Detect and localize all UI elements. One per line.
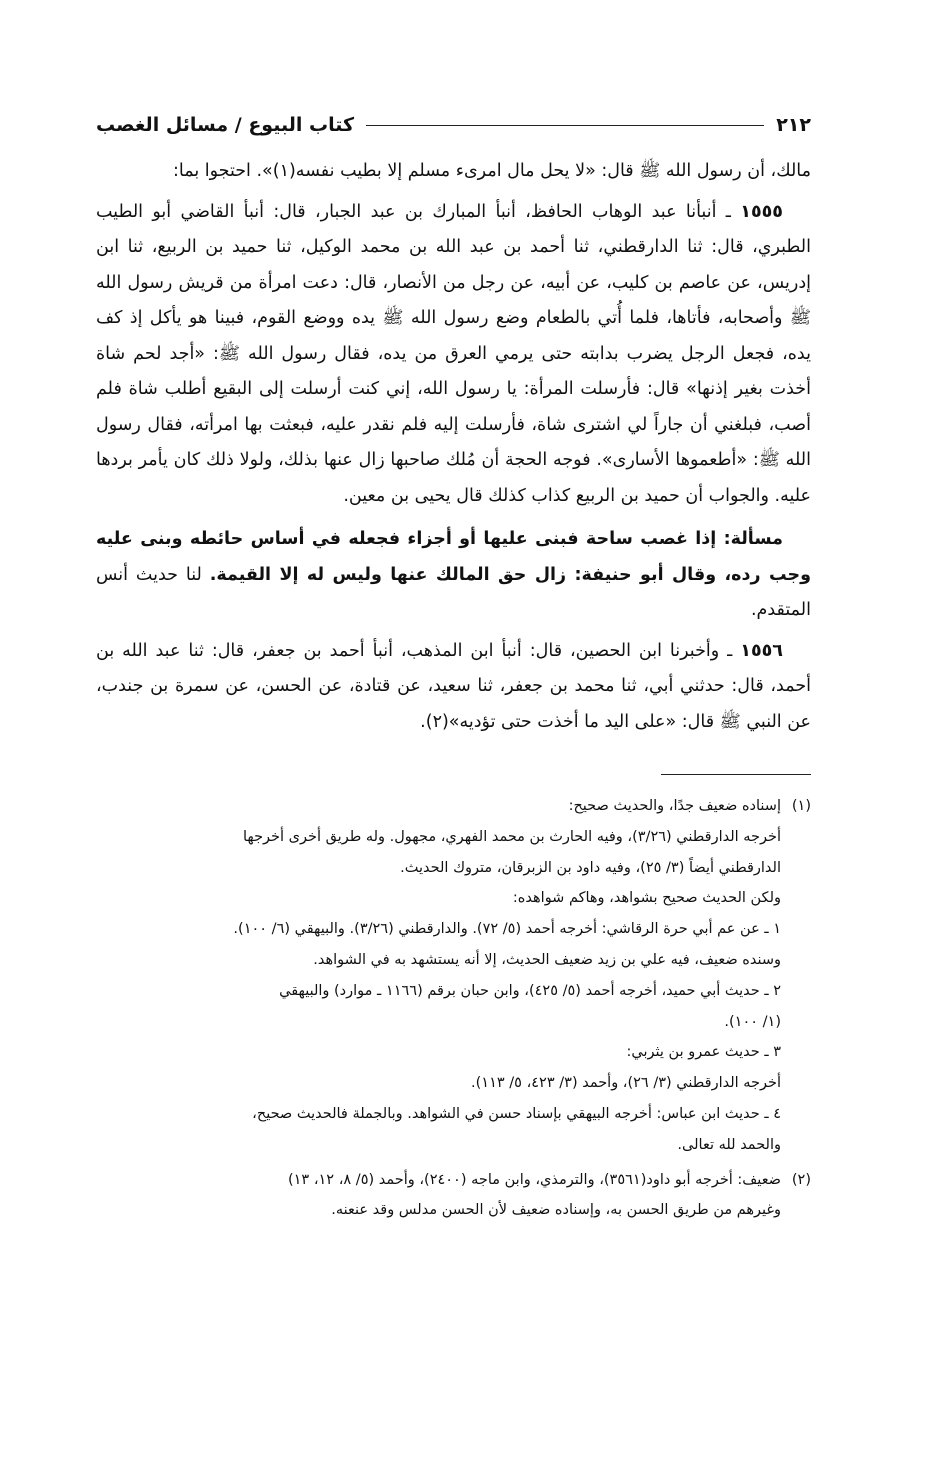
hadith-number: ١٥٥٥: [740, 201, 783, 222]
issue-heading: مسألة: إذا غصب ساحة فبنى عليها أو أجزاء فجعله في أساس حائطه وبنى عليه وجب رده، وقال أبو حنيفة: زال حق المالك عنها وليس له إلا القيمة.: [96, 529, 811, 585]
page-number: ٢١٢: [776, 114, 811, 136]
hadith-1555: [96, 195, 811, 515]
footnote-line: أخرجه الدارقطني (٣/ ٢٦)، وأحمد (٣/ ٤٢٣، ٥/ ١١٣).: [471, 1075, 781, 1092]
footnote-line: وغيرهم من طريق الحسن به، وإسناده ضعيف لأن الحسن مدلس وقد عنعنه.: [331, 1202, 781, 1219]
footnote-marker: (١): [791, 798, 811, 814]
footnote-line: (١/ ١٠٠).: [724, 1013, 781, 1030]
footnotes: [96, 791, 811, 1226]
footnote-line: ولكن الحديث صحيح بشواهد، وهاكم شواهده:: [512, 890, 781, 907]
book-page: [96, 110, 811, 1226]
footnote-line: ٢ ـ حديث أبي حميد، أخرجه أحمد (٥/ ٤٢٥)، وابن حبان برقم (١١٦٦ ـ موارد) والبيهقي: [279, 982, 781, 999]
running-header: [96, 110, 811, 140]
footnote-marker: (٢): [791, 1171, 811, 1188]
footnote-body: [96, 1165, 781, 1227]
hadith-text: ـ أنبأنا عبد الوهاب الحافظ، أنبأ المبارك بن عبد الجبار، قال: أنبأ القاضي أبو الطيب الطبري، قال: ثنا الدارقطني، ثنا أحمد بن عبد الله بن محمد الوكيل، ثنا حميد بن الربيع، ثنا ابن إدريس، عن عاصم بن كليب، عن أبيه، عن رجل من الأنصار، قال: دعت امرأة من قريش رسول الله ﷺ وأصحابه، فأتاها، فلما أُتي بالطعام وضع رسول الله ﷺ يده ووضع القوم، فبينا هو يأكل إذ كف يده، فجعل الرجل يضرب بدابته حتى يرمي العرق من يده، فقال رسول الله ﷺ: «أجد لحم شاة أخذت بغير إذنها» قال: فأرسلت المرأة: يا رسول الله، إني كنت أرسلت إلى البقيع أطلب شاة فلم أصب، فبلغني أن جاراً لي اشترى شاة، فأرسلت إليه فلم نقدر عليه، فبعثت بها امرأته، فقال رسول الله ﷺ: «أطعموها الأسارى». فوجه الحجة أن مُلك صاحبها زال عنها بذلك، ولولا ذلك كان يأمر بردها عليه. والجواب أن حميد بن الربيع كذاب كذلك قال يحيى بن معين.: [96, 201, 811, 506]
footnote-line: إسناده ضعيف جدًا، والحديث صحيح:: [568, 798, 781, 814]
running-title: كتاب البيوع / مسائل الغصب: [96, 114, 355, 136]
footnote-line: أخرجه الدارقطني (٣/٢٦)، وفيه الحارث بن محمد الفهري، مجهول. وله طريق أخرى أخرجها: [242, 828, 781, 845]
footnote-line: وسنده ضعيف، فيه علي بن زيد ضعيف الحديث، إلا أنه يستشهد به في الشواهد.: [313, 951, 781, 968]
hadith-number: ١٥٥٦: [740, 640, 783, 661]
footnote-line: الدارقطني أيضاً (٣/ ٢٥)، وفيه داود بن الزبرقان، متروك الحديث.: [400, 859, 781, 876]
issue-text: لنا حديث أنس المتقدم.: [96, 564, 811, 620]
footnote-line: ١ ـ عن عم أبي حرة الرقاشي: أخرجه أحمد (٥/ ٧٢). والدارقطني (٣/٢٦). والبيهقي (٦/ ١٠٠).: [233, 921, 781, 938]
footnote-line: والحمد لله تعالى.: [677, 1136, 781, 1153]
hadith-text: ـ وأخبرنا ابن الحصين، قال: أنبأ ابن المذهب، أنبأ أحمد بن جعفر، قال: ثنا عبد الله بن أحمد، قال: حدثني أبي، ثنا محمد بن جعفر، ثنا سعيد، عن قتادة، عن الحسن، عن سمرة بن جندب، عن النبي ﷺ قال: «على اليد ما أخذت حتى تؤديه»(٢).: [96, 640, 811, 732]
paragraph-continuation: مالك، أن رسول الله ﷺ قال: «لا يحل مال امرىء مسلم إلا بطيب نفسه(١)». احتجوا بما:: [172, 161, 811, 181]
footnote-2: [96, 1165, 811, 1227]
header-rule: [366, 125, 764, 126]
footnote-rule: [661, 774, 811, 775]
footnote-line: ٤ ـ حديث ابن عباس: أخرجه البيهقي بإسناد حسن في الشواهد. وبالجملة فالحديث صحيح،: [252, 1105, 781, 1122]
hadith-1556: [96, 634, 811, 741]
footnote-body: [96, 791, 781, 1161]
issue-paragraph: [96, 522, 811, 629]
footnote-line: ٣ ـ حديث عمرو بن يثربي:: [626, 1044, 781, 1061]
footnote-1: [96, 791, 811, 1161]
footnote-line: ضعيف: أخرجه أبو داود(٣٥٦١)، والترمذي، وابن ماجه (٢٤٠٠)، وأحمد (٥/ ٨، ١٢، ١٣): [287, 1171, 781, 1188]
main-text: [96, 154, 811, 740]
